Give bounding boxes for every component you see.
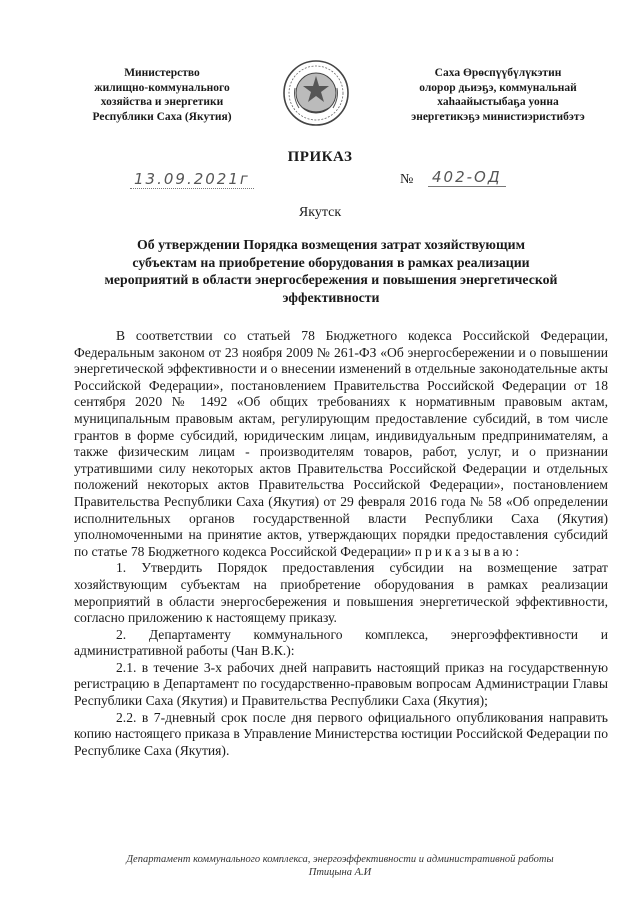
header-right-line: хаһаайыстыбаҕа уонна [437,96,559,109]
subject-line: субъектам на приобретение оборудования в рамках реализации [132,254,530,270]
preamble-paragraph [74,328,608,560]
footer-department: Департамент коммунального комплекса, энергоэффективности и административной работы [126,854,554,865]
header-right-line: энергетикэҕэ министиэристибэтэ [411,110,585,123]
number-label: № [400,172,414,187]
ministry-name-russian [78,66,246,124]
coat-of-arms-emblem-icon [281,58,351,128]
header-right-line: олорор дьиэҕэ, коммунальнай [419,81,577,94]
order-subject [62,236,600,306]
subject-line: эффективности [282,289,380,305]
item-2-2: 2.2. в 7-дневный срок после дня первого официального опубликования направить копию настоящего приказа в Управление Министерства юстиции Российской Федерации по Республике Саха (Якутия). [74,709,608,758]
subject-line: мероприятий в области энергосбережения и повышения энергетической [104,272,558,287]
item-1: 1. Утвердить Порядок предоставления субсидии на возмещение затрат хозяйствующим субъектам на приобретение оборудования в рамках реализации мероприятий в области энергосбережения и повышения энергетической эффективности, согласно приложению к настоящему приказу. [74,560,608,626]
header-left-line: Республики Саха (Якутия) [92,110,232,123]
header-left-line: Министерство [124,67,200,79]
ministry-name-yakut [384,66,612,124]
order-body [74,328,608,759]
header-left-line: хозяйства и энергетики [100,96,224,109]
order-number: 402-ОД [428,168,506,187]
item-2-1: 2.1. в течение 3-х рабочих дней направить настоящий приказ на государственную регистрацию в Департамент по государственно-правовым вопросам Администрации Главы Республики Саха (Якутия) и Правительства Республики Саха (Якутия); [74,659,608,709]
order-date: 13.09.2021г [130,170,254,189]
header-right-line: Саха Өрөспүүбүлүкэтин [434,67,562,79]
header-left-line: жилищно-коммунального [94,81,230,94]
item-2: 2. Департаменту коммунального комплекса, энергоэффективности и административной работы (Чан В.К.): [74,626,608,659]
subject-line: Об утверждении Порядка возмещения затрат хозяйствующим [137,237,525,252]
city-name: Якутск [298,205,342,220]
document-title: ПРИКАЗ [287,149,353,165]
preamble-text: В соответствии со статьей 78 Бюджетного кодекса Российской Федерации, Федеральным законом от 23 ноября 2009 № 261-ФЗ «Об энергосбережении и о повышении энергетической эффективности и о внесении изменений в отдельные законодательные акты Российской Федерации», постановлением Правительства Российской Федерации от 18 сентября 2020 № 1492 «Об общих требованиях к нормативным правовым актам, муниципальным правовым актам, регулирующим предоставление субсидий, в том числе грантов в форме субсидий, юридическим лицам, индивидуальным предпринимателям, а также физическим лицам - производителям товаров, работ, услуг, и о признании утратившими силу некоторых актов Правительства Российской Федерации и отдельных положений некоторых актов Правительства Российской Федерации», постановлением Правительства Республики Саха (Якутия) от 29 февраля 2016 года № 58 «Об определении исполнительных органов государственной власти Республики Саха (Якутия) уполномоченными на принятие актов, утверждающих порядки предоставления субсидий по статье 78 Бюджетного кодекса Российской Федерации» [74,328,608,559]
order-word: приказываю: [414,543,523,559]
footer-executor: Птицына А.И [308,867,372,878]
executor-footer [70,853,610,879]
